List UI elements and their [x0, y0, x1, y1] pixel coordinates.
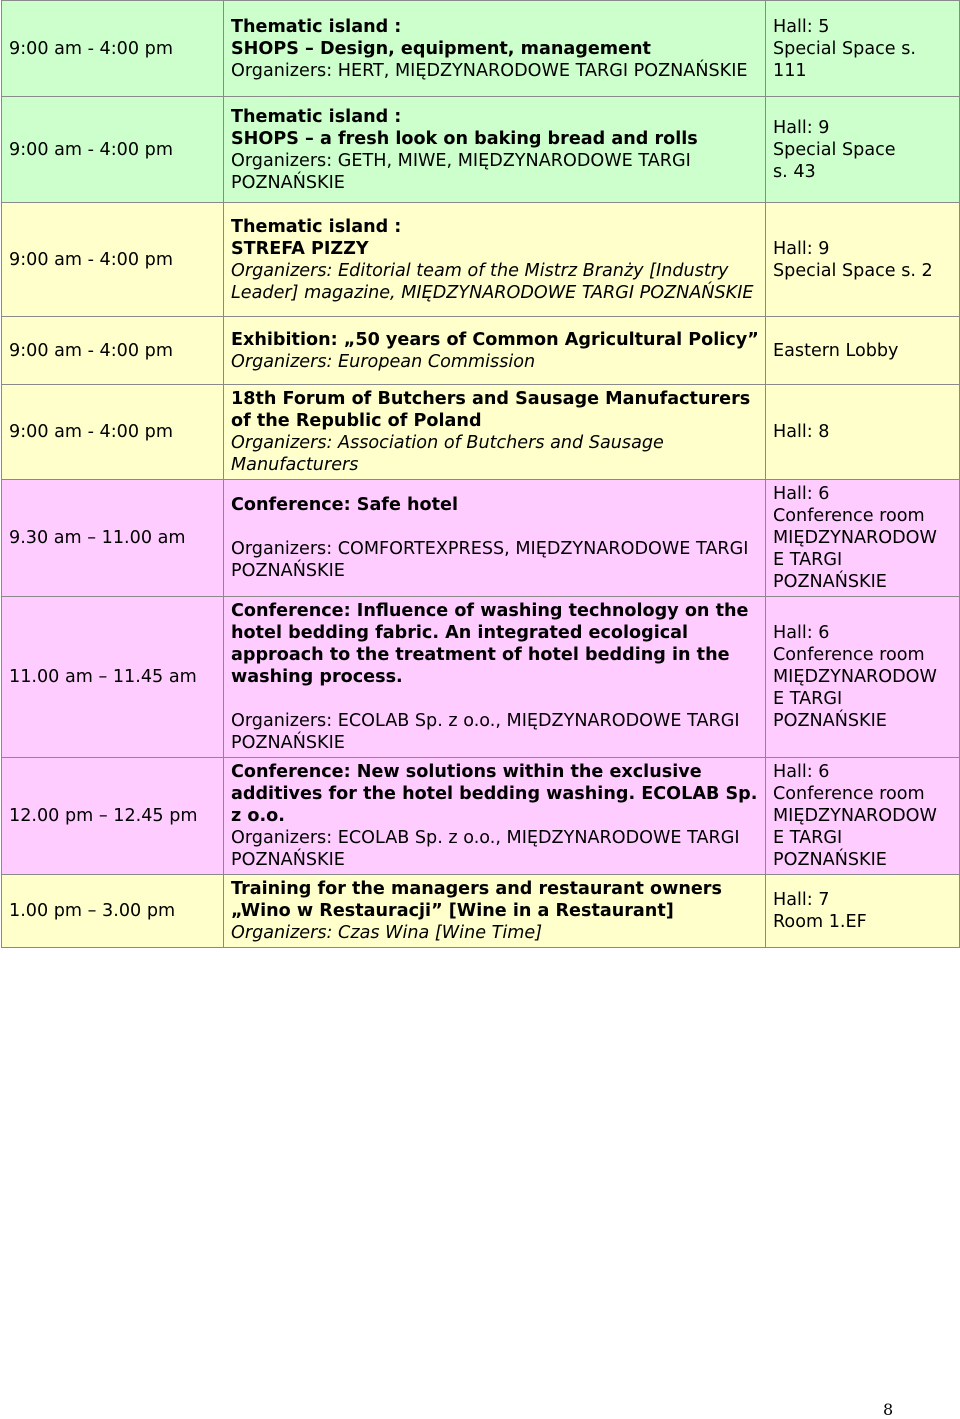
time-cell: 11.00 am – 11.45 am: [2, 597, 224, 758]
table-row: [2, 385, 960, 480]
event-cell: [224, 385, 766, 480]
hall-line: s. 43: [773, 161, 816, 182]
hall-line: Hall: 6: [773, 762, 830, 782]
table-row: [2, 597, 960, 758]
hall-line: Special Space s.: [773, 38, 916, 59]
time-cell: 1.00 pm – 3.00 pm: [2, 875, 224, 948]
hall-line: Conference room: [773, 506, 925, 526]
time-cell: 9.30 am – 11.00 am: [2, 480, 224, 597]
event-organizers: Organizers: GETH, MIWE, MIĘDZYNARODOWE TARGI POZNAŃSKIE: [231, 150, 691, 193]
hall-line: E TARGI: [773, 828, 843, 848]
event-cell: [224, 203, 766, 317]
hall-line: POZNAŃSKIE: [773, 850, 887, 870]
hall-line: MIĘDZYNARODOW: [773, 806, 937, 826]
table-row: [2, 203, 960, 317]
event-title: Exhibition: „50 years of Common Agricultural Policy”: [231, 329, 759, 350]
hall-line: Hall: 6: [773, 623, 830, 643]
time-cell: 12.00 pm – 12.45 pm: [2, 758, 224, 875]
hall-line: 111: [773, 60, 807, 81]
event-organizers: Organizers: HERT, MIĘDZYNARODOWE TARGI POZNAŃSKIE: [231, 60, 748, 81]
hall-line: Hall: 9: [773, 238, 830, 259]
event-title: Conference: Influence of washing technology on the hotel bedding fabric. An integrated ecological approach to the treatment of hotel bedding in the washing process.: [231, 601, 749, 687]
page-number: 8: [883, 1400, 894, 1419]
hall-line: E TARGI: [773, 550, 843, 570]
event-organizers: Organizers: COMFORTEXPRESS, MIĘDZYNARODOWE TARGI POZNAŃSKIE: [231, 539, 749, 581]
event-cell: [224, 875, 766, 948]
event-cell: [224, 317, 766, 385]
hall-cell: [766, 317, 960, 385]
hall-cell: [766, 875, 960, 948]
table-row: [2, 480, 960, 597]
time-cell: 9:00 am - 4:00 pm: [2, 317, 224, 385]
time-cell: 9:00 am - 4:00 pm: [2, 1, 224, 97]
table-row: [2, 97, 960, 203]
event-organizers: Organizers: Czas Wina [Wine Time]: [231, 923, 543, 943]
table-row: [2, 1, 960, 97]
event-organizers: Organizers: Association of Butchers and Sausage Manufacturers: [231, 433, 664, 475]
event-title: Conference: New solutions within the exclusive additives for the hotel bedding washing. ECOLAB Sp. z o.o.: [231, 762, 758, 826]
hall-cell: [766, 203, 960, 317]
event-cell: [224, 480, 766, 597]
event-cell: [224, 97, 766, 203]
hall-line: Room 1.EF: [773, 912, 867, 932]
event-organizers: Organizers: European Commission: [231, 351, 536, 372]
hall-cell: [766, 758, 960, 875]
hall-line: Special Space: [773, 139, 896, 160]
hall-line: Hall: 7: [773, 890, 830, 910]
event-subtitle: SHOPS – a fresh look on baking bread and rolls: [231, 128, 698, 149]
hall-cell: [766, 597, 960, 758]
hall-line: POZNAŃSKIE: [773, 572, 887, 592]
hall-line: Special Space s. 2: [773, 260, 933, 281]
event-subtitle: SHOPS – Design, equipment, management: [231, 38, 651, 59]
hall-line: MIĘDZYNARODOW: [773, 528, 937, 548]
event-subtitle: STREFA PIZZY: [231, 238, 369, 259]
event-title: Thematic island :: [231, 106, 402, 127]
event-organizers: Organizers: ECOLAB Sp. z o.o., MIĘDZYNARODOWE TARGI POZNAŃSKIE: [231, 711, 740, 753]
event-organizers: Organizers: Editorial team of the Mistrz Branży [Industry Leader] magazine, MIĘDZYNARODOWE TARGI POZNAŃSKIE: [231, 260, 754, 303]
table-row: [2, 875, 960, 948]
event-title: Training for the managers and restaurant owners „Wino w Restauracji” [Wine in a Restaurant]: [231, 879, 722, 921]
hall-line: Conference room: [773, 645, 925, 665]
event-organizers: Organizers: ECOLAB Sp. z o.o., MIĘDZYNARODOWE TARGI POZNAŃSKIE: [231, 828, 740, 870]
hall-line: Hall: 8: [773, 422, 830, 442]
hall-line: POZNAŃSKIE: [773, 711, 887, 731]
event-cell: [224, 758, 766, 875]
hall-cell: [766, 480, 960, 597]
hall-line: Hall: 9: [773, 117, 830, 138]
event-title: Thematic island :: [231, 16, 402, 37]
time-cell: 9:00 am - 4:00 pm: [2, 97, 224, 203]
event-title: Thematic island :: [231, 216, 402, 237]
schedule-table: [1, 0, 960, 948]
hall-line: E TARGI: [773, 689, 843, 709]
time-cell: 9:00 am - 4:00 pm: [2, 385, 224, 480]
time-cell: 9:00 am - 4:00 pm: [2, 203, 224, 317]
event-title: 18th Forum of Butchers and Sausage Manufacturers of the Republic of Poland: [231, 389, 751, 431]
hall-cell: [766, 97, 960, 203]
event-cell: [224, 597, 766, 758]
table-row: [2, 317, 960, 385]
event-title: Conference: Safe hotel: [231, 495, 459, 515]
event-cell: [224, 1, 766, 97]
hall-line: Conference room: [773, 784, 925, 804]
hall-line: Hall: 6: [773, 484, 830, 504]
hall-line: Eastern Lobby: [773, 340, 899, 361]
hall-cell: [766, 1, 960, 97]
table-row: [2, 758, 960, 875]
hall-line: Hall: 5: [773, 16, 830, 37]
hall-line: MIĘDZYNARODOW: [773, 667, 937, 687]
hall-cell: [766, 385, 960, 480]
